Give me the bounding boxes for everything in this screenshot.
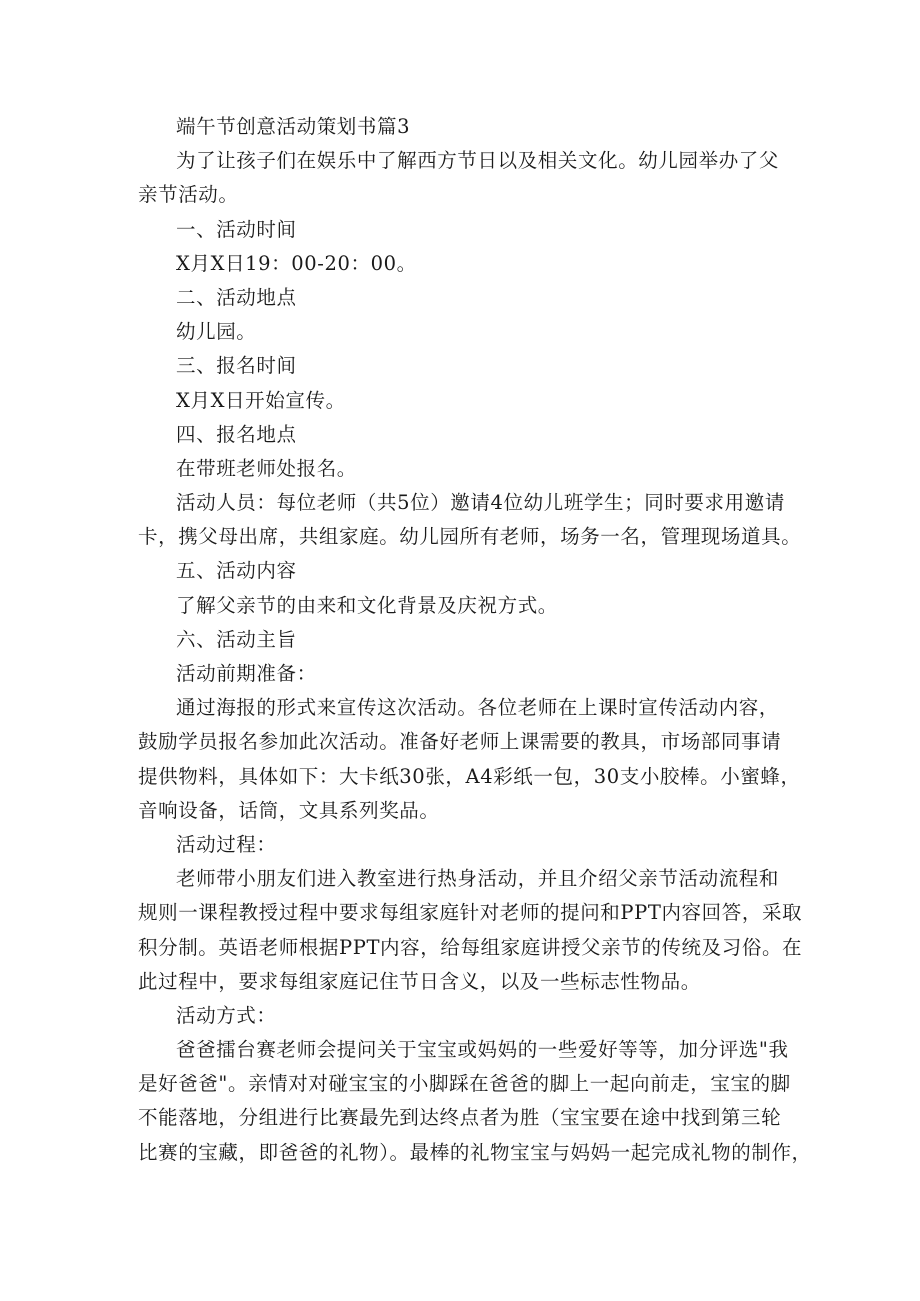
text-line: 比赛的宝藏，即爸爸的礼物）。最棒的礼物宝宝与妈妈一起完成礼物的制作， [138,1140,812,1164]
text-line: 亲节活动。 [138,183,239,207]
subheading-process: 活动过程： [176,832,277,856]
text-line: X月X日开始宣传。 [176,388,346,412]
section-heading-time: 一、活动时间 [176,217,297,241]
text-line: 老师带小朋友们进入教室进行热身活动，并且介绍父亲节活动流程和 [176,867,780,891]
section-heading-signup-time: 三、报名时间 [176,354,297,378]
text-line: 积分制。英语老师根据PPT内容，给每组家庭讲授父亲节的传统及习俗。在 [138,935,803,959]
text-line: 幼儿园。 [176,320,257,344]
text-line: 鼓励学员报名参加此次活动。准备好老师上课需要的教具，市场部同事请 [138,730,782,754]
section-heading-location: 二、活动地点 [176,285,297,309]
text-line: 活动人员：每位老师（共5位）邀请4位幼儿班学生；同时要求用邀请 [176,491,785,515]
document-page [138,110,812,1170]
section-heading-purpose: 六、活动主旨 [176,627,297,651]
text-line: 通过海报的形式来宣传这次活动。各位老师在上课时宣传活动内容， [176,696,780,720]
text-line: 此过程中，要求每组家庭记住节日含义，以及一些标志性物品。 [138,969,701,993]
document-title: 端午节创意活动策划书篇3 [176,115,411,138]
text-line: 为了让孩子们在娱乐中了解西方节日以及相关文化。幼儿园举办了父 [176,149,780,173]
text-line: 提供物料，具体如下：大卡纸30张，A4彩纸一包，30支小胶棒。小蜜蜂， [138,764,801,788]
text-line: 不能落地，分组进行比赛最先到达终点者为胜（宝宝要在途中找到第三轮 [138,1106,782,1130]
subheading-method: 活动方式： [176,1003,277,1027]
text-line: 音响设备，话筒，文具系列奖品。 [138,798,440,822]
text-line: 卡，携父母出席，共组家庭。幼儿园所有老师，场务一名，管理现场道具。 [138,525,802,549]
text-line: 爸爸擂台赛老师会提问关于宝宝或妈妈的一些爱好等等，加分评选"我 [176,1038,789,1062]
section-heading-signup-location: 四、报名地点 [176,422,297,446]
text-line: X月X日19：00-20：00。 [176,251,417,275]
text-line: 在带班老师处报名。 [176,456,357,480]
text-line: 规则一课程教授过程中要求每组家庭针对老师的提问和PPT内容回答，采取 [138,901,803,925]
subheading-preparation: 活动前期准备： [176,662,317,685]
text-line: 了解父亲节的由来和文化背景及庆祝方式。 [176,593,558,617]
text-line: 是好爸爸"。亲情对对碰宝宝的小脚踩在爸爸的脚上一起向前走，宝宝的脚 [138,1072,791,1096]
section-heading-content: 五、活动内容 [176,559,297,583]
